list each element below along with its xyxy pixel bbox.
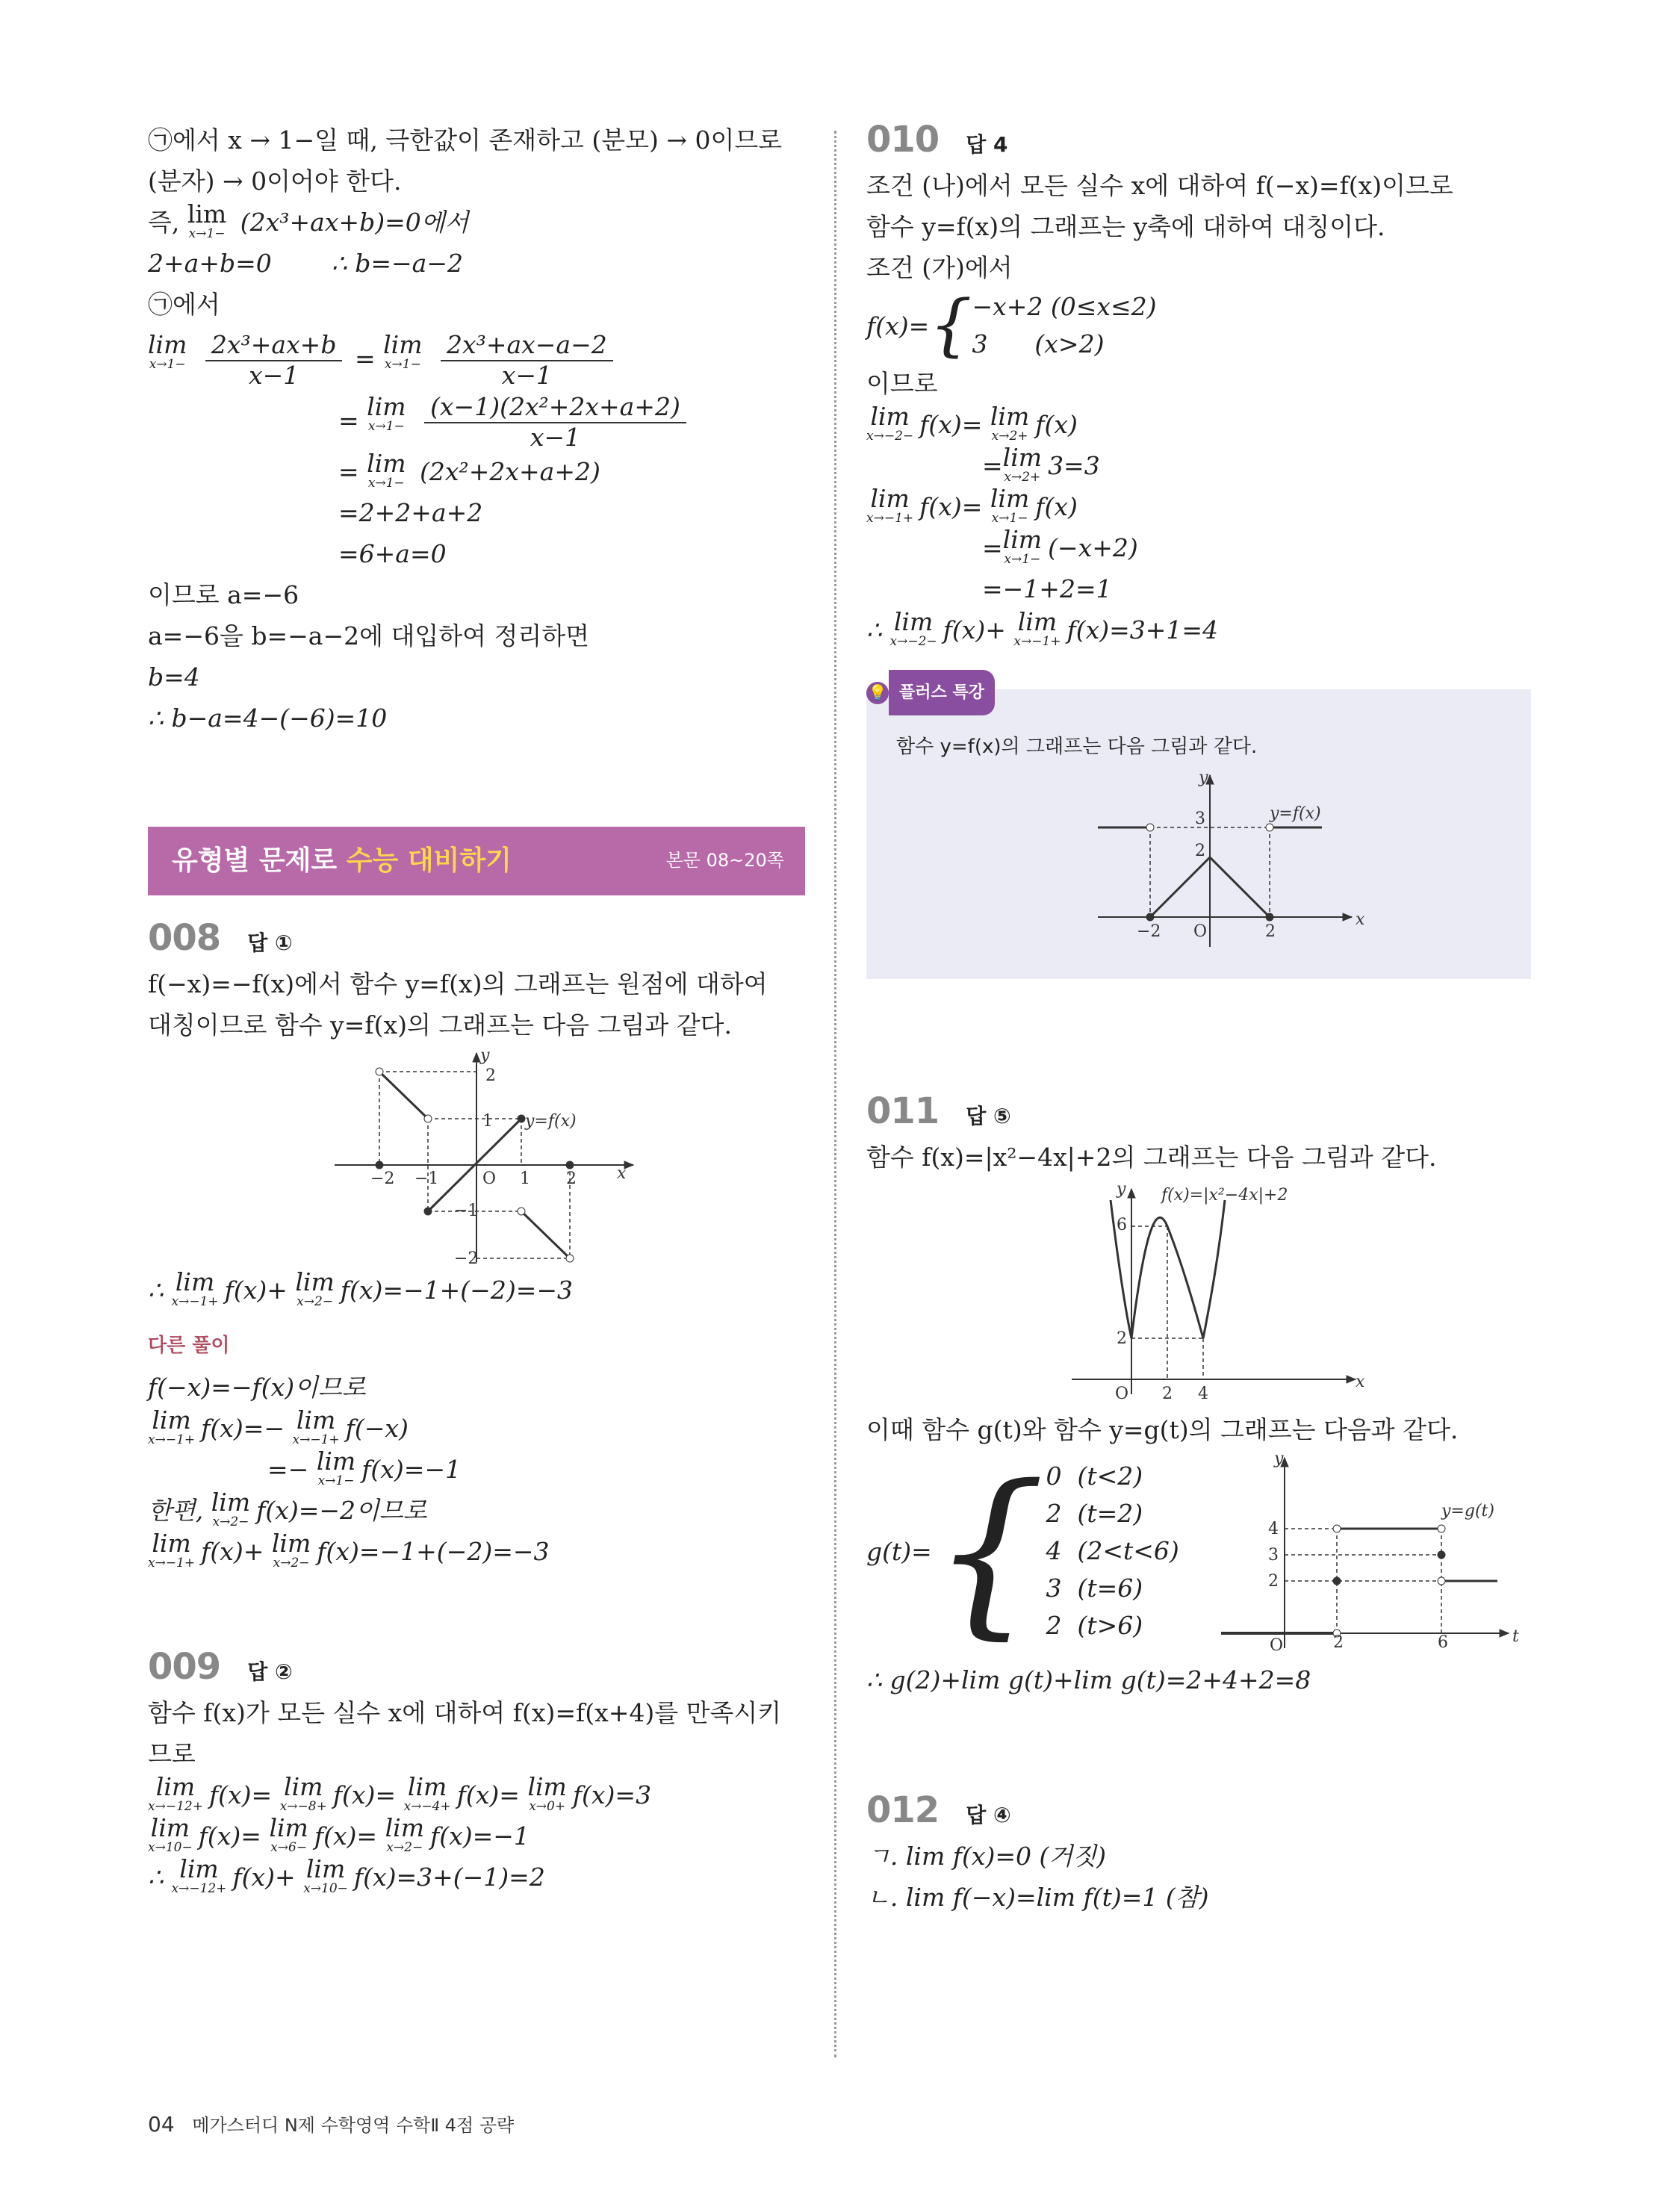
equation-line: =6+a=0: [338, 538, 447, 568]
svg-text:t: t: [1512, 1627, 1519, 1646]
plus-lecture-box: [866, 683, 1531, 979]
svg-text:O: O: [1193, 922, 1208, 941]
answer: 답 ①: [247, 930, 293, 955]
svg-text:y=f(x): y=f(x): [1270, 804, 1321, 823]
text-line: 함수 f(x)=|x²−4x|+2의 그래프는 다음 그림과 같다.: [866, 1143, 1437, 1172]
equation-line: lim x→−12+ f(x)= lim x→−8+ f(x)= lim x→−4+ f(x)= lim x→0+ f(x)=3: [148, 1771, 652, 1814]
svg-text:6: 6: [1117, 1216, 1127, 1234]
equation-line: =− lim x→1− f(x)=−1: [267, 1446, 462, 1488]
equation-line: =−1+2=1: [982, 574, 1112, 603]
svg-text:2: 2: [1268, 1572, 1279, 1591]
text-line: 함수 y=f(x)의 그래프는 y축에 대하여 대칭이다.: [866, 212, 1385, 241]
text-line: 조건 (나)에서 모든 실수 x에 대하여 f(−x)=f(x)이므로: [866, 171, 1453, 200]
equation-line: ∴ lim x→−1+ f(x)+ lim x→2− f(x)=−1+(−2)=−3: [148, 1267, 573, 1309]
g-definition-row: [866, 1447, 1531, 1656]
lim: lim x→1−: [187, 199, 227, 241]
page-number: 04: [148, 2112, 175, 2137]
svg-text:y=g(t): y=g(t): [1441, 1502, 1494, 1520]
problem-header: [866, 1790, 1531, 1836]
equation-line: lim x→−1+ f(x)=− lim x→−1+ f(−x): [148, 1405, 409, 1447]
text-line: 므로: [148, 1739, 196, 1768]
svg-text:y: y: [1199, 768, 1208, 787]
svg-text:−2: −2: [1137, 922, 1161, 941]
problem-number: 011: [866, 1090, 940, 1132]
answer: 답 ④: [966, 1803, 1011, 1827]
graph-011-g: [1217, 1450, 1531, 1652]
svg-text:−2: −2: [370, 1169, 395, 1188]
svg-text:1: 1: [482, 1111, 493, 1131]
svg-text:−1: −1: [414, 1169, 439, 1188]
graph-010: [896, 768, 1509, 962]
equation-line: lim x→10− f(x)= lim x→6− f(x)= lim x→2− f(x)=−1: [148, 1812, 530, 1855]
equation-line: ㄱ. lim f(x)=0 (거짓): [866, 1842, 1106, 1871]
svg-text:−2: −2: [454, 1249, 479, 1268]
equation-line: ∴ lim x→−2− f(x)+ lim x→−1+ f(x)=3+1=4: [866, 607, 1219, 649]
equation-line: ∴ lim x→−12+ f(x)+ lim x→10− f(x)=3+(−1)=2: [148, 1854, 545, 1896]
problem-header: [148, 918, 805, 963]
svg-text:y: y: [1117, 1180, 1126, 1199]
page-footer: [148, 2110, 514, 2137]
equation-line: =2+2+a+2: [338, 497, 483, 527]
problem-number: 008: [148, 916, 221, 959]
plus-text: 함수 y=f(x)의 그래프는 다음 그림과 같다.: [896, 736, 1258, 758]
svg-text:x: x: [617, 1164, 627, 1183]
svg-text:2: 2: [1162, 1385, 1173, 1403]
column-divider: [834, 131, 836, 2057]
svg-text:−1: −1: [454, 1201, 479, 1220]
text-line: 이므로: [866, 369, 938, 398]
equation-line: lim x→1− $\frac{\text{2x³+ax+b}}{x-1}$ = lim x→1− $\frac{\text{2x³+ax−a−2}}{x-1}$: [148, 332, 805, 388]
svg-text:1: 1: [520, 1169, 530, 1188]
text-line: 2+a+b=0 ∴ b=−a−2: [148, 249, 463, 278]
text-line: 대칭이므로 함수 y=f(x)의 그래프는 다음 그림과 같다.: [148, 1010, 732, 1040]
text-line: b=4: [148, 662, 200, 692]
book-title: 메가스터디 N제 수학영역 수학Ⅱ 4점 공략: [192, 2115, 515, 2136]
text-line: 이때 함수 g(t)와 함수 y=g(t)의 그래프는 다음과 같다.: [866, 1415, 1459, 1444]
banner-ref: 본문 08~20쪽: [665, 850, 784, 872]
banner-title: 유형별 문제로 수능 대비하기: [172, 845, 512, 877]
graph-011-f: [866, 1178, 1531, 1409]
svg-text:x: x: [1356, 1373, 1365, 1391]
section-banner: [148, 827, 805, 895]
text-line: 이므로 a=−6: [148, 580, 299, 609]
svg-text:2: 2: [1333, 1633, 1344, 1652]
text-line: ㉠에서 x → 1−일 때, 극한값이 존재하고 (분모) → 0이므로: [148, 125, 783, 155]
alt-solution-label: 다른 풀이: [148, 1334, 230, 1357]
equation-line: = lim x→1− $\frac{\text{(x−1)(2x²+2x+a+2)}}{x-1}$: [148, 394, 805, 450]
text-line: f(−x)=−f(x)에서 함수 y=f(x)의 그래프는 원점에 대하여: [148, 969, 768, 998]
text-line: 조건 (가)에서: [866, 253, 1013, 282]
svg-text:2: 2: [1195, 842, 1205, 860]
equation-line: = lim x→1− (−x+2): [982, 525, 1138, 567]
equation-line: ㄴ. lim f(−x)=lim f(t)=1 (참): [866, 1883, 1209, 1912]
svg-text:2: 2: [1265, 922, 1276, 941]
svg-text:O: O: [482, 1169, 497, 1188]
svg-text:f(x)=|x²−4x|+2: f(x)=|x²−4x|+2: [1161, 1186, 1288, 1205]
svg-text:4: 4: [1268, 1520, 1279, 1538]
problem-number: 012: [866, 1789, 940, 1831]
problem-header: [148, 1647, 805, 1692]
svg-text:x: x: [1356, 910, 1365, 929]
equation-line: 한편, lim x→2− f(x)=−2이므로: [148, 1487, 427, 1529]
right-column: [866, 119, 1531, 1918]
left-column: [148, 119, 805, 1898]
svg-text:4: 4: [1198, 1385, 1208, 1403]
problem-number: 009: [148, 1645, 221, 1688]
text-line: 함수 f(x)가 모든 실수 x에 대하여 f(x)=f(x+4)를 만족시키: [148, 1697, 782, 1727]
svg-text:y=f(x): y=f(x): [525, 1111, 577, 1131]
problem-number: 010: [866, 119, 940, 161]
graph-008: [148, 1046, 805, 1270]
svg-text:3: 3: [1195, 810, 1205, 828]
text-line: f(−x)=−f(x)이므로: [148, 1372, 366, 1402]
piecewise-function: f(x)= { −x+2 (0≤x≤2) 3 (x>2): [866, 286, 1157, 364]
problem-header: [866, 119, 1531, 165]
svg-text:O: O: [1115, 1385, 1129, 1403]
g-piecewise: g(t)= { 0 (t<2) 2 (t=2) 4 (2<t<6) 3 (t=6) 2 (t>6): [866, 1447, 1179, 1656]
equation-line: lim x→−1+ f(x)+ lim x→2− f(x)=−1+(−2)=−3: [148, 1528, 550, 1571]
svg-text:y: y: [480, 1046, 490, 1065]
svg-text:2: 2: [485, 1066, 496, 1085]
text-line: 즉, lim x→1− (2x³+ax+b)=0에서: [148, 199, 469, 241]
svg-text:y: y: [1274, 1450, 1284, 1468]
svg-text:6: 6: [1438, 1633, 1448, 1652]
equation-line: = lim x→2+ 3=3: [982, 443, 1100, 485]
problem-header: [866, 1091, 1531, 1137]
text-line: a=−6을 b=−a−2에 대입하여 정리하면: [148, 621, 589, 650]
equation-line: ∴ g(2)+lim g(t)+lim g(t)=2+4+2=8: [866, 1665, 1311, 1694]
text-line: ∴ b−a=4−(−6)=10: [148, 703, 388, 733]
svg-text:3: 3: [1268, 1546, 1279, 1565]
svg-text:2: 2: [566, 1169, 577, 1188]
text-line: (분자) → 0이어야 한다.: [148, 167, 402, 196]
answer: 답 ⑤: [966, 1104, 1011, 1128]
plus-tag: 💡 플러스 특강: [866, 670, 995, 715]
equation-line: lim x→−2− f(x)= lim x→2+ f(x): [866, 402, 1078, 444]
lightbulb-icon: 💡: [866, 682, 889, 704]
equation-line: = lim x→1− (2x²+2x+a+2): [338, 448, 600, 491]
svg-text:2: 2: [1117, 1329, 1127, 1348]
answer: 답 4: [966, 132, 1008, 157]
svg-text:O: O: [1270, 1636, 1284, 1652]
answer: 답 ②: [247, 1659, 293, 1684]
text-line: ㉠에서: [148, 290, 220, 319]
equation-line: lim x→−1+ f(x)= lim x→1− f(x): [866, 484, 1078, 526]
